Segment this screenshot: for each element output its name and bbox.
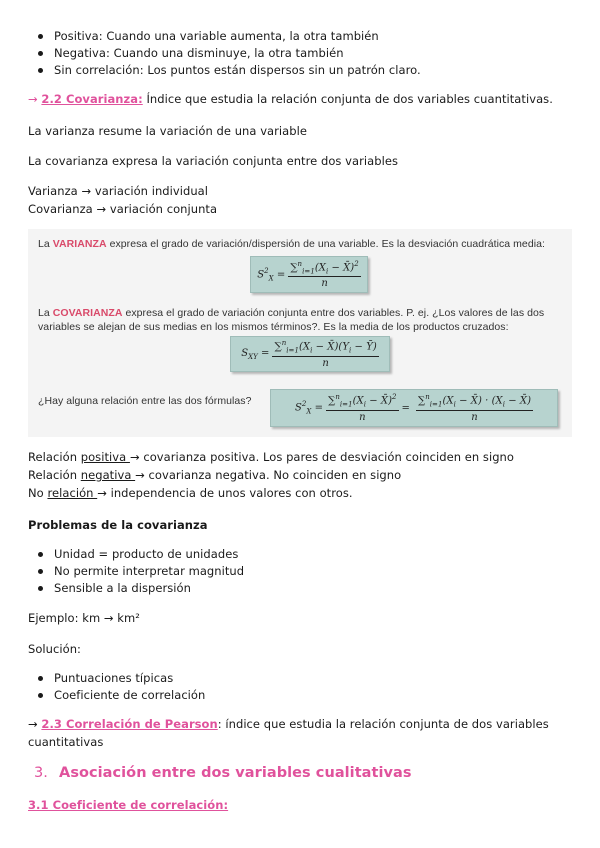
ejemplo-line: Ejemplo: km → km² xyxy=(28,611,140,625)
soluciones-list xyxy=(38,670,205,704)
slide-text: La xyxy=(38,307,53,319)
pearson-heading xyxy=(28,716,549,732)
slide-keyword: VARIANZA xyxy=(52,238,107,250)
relation-keyword: negativa xyxy=(80,468,136,482)
relation-formula: $S^2_X$ = $\frac{\sum^n_{i=1}(X_i - X̄)^2}{n}$ = $\frac{\sum^n_{i=1}(X_i - X̄) \cdot (X_i - X̄)}{n}$ xyxy=(270,389,558,427)
top-bullet-list xyxy=(38,28,421,79)
summary-label: Covarianza xyxy=(28,202,93,216)
list-item: Unidad = producto de unidades xyxy=(38,546,244,563)
arrow-icon: → xyxy=(81,184,92,198)
relation-text: No xyxy=(28,486,48,500)
summary-line-1 xyxy=(28,183,208,199)
relation-keyword: positiva xyxy=(80,450,130,464)
relation-text: covarianza negativa. No coinciden en signo xyxy=(144,468,402,482)
slide-covarianza-text xyxy=(38,307,544,320)
arrow-icon: → xyxy=(135,468,145,482)
summary-line-2 xyxy=(28,201,217,217)
covarianza-definition: Índice que estudia la relación conjunta de dos variables cuantitativas. xyxy=(146,92,553,106)
relation-text: covarianza positiva. Los pares de desviación coinciden en signo xyxy=(139,450,514,464)
relation-none xyxy=(28,485,353,501)
slide-text: expresa el grado de variación conjunta entre dos variables. P. ej. ¿Los valores de las dos xyxy=(122,307,545,319)
formula-slide-image xyxy=(28,229,572,437)
varianza-formula: $S^2_X$ = $\frac{\sum^n_{i=1}(X_i - X̄)^2}{n}$ xyxy=(250,256,368,293)
relation-text: Relación xyxy=(28,450,81,464)
relation-text: Relación xyxy=(28,468,81,482)
section-number: 3. xyxy=(34,765,48,781)
covarianza-line: La covarianza expresa la variación conjunta entre dos variables xyxy=(28,154,398,168)
problemas-title: Problemas de la covarianza xyxy=(28,518,208,532)
slide-question: ¿Hay alguna relación entre las dos fórmulas? xyxy=(38,395,252,407)
slide-keyword: COVARIANZA xyxy=(52,307,123,319)
list-item: Puntuaciones típicas xyxy=(38,670,205,687)
slide-covarianza-text-2: variables se alejan de sus medias en los mismos términos?. Es la media de los productos cruzados: xyxy=(38,321,509,333)
arrow-icon: → xyxy=(97,486,107,500)
slide-text: expresa el grado de variación/dispersión de una variable. Es la desviación cuadrática media: xyxy=(106,238,545,250)
pearson-definition: : índice que estudia la relación conjunta de dos variables xyxy=(217,717,549,731)
summary-text: variación individual xyxy=(94,184,209,198)
problemas-list xyxy=(38,546,244,597)
relation-positive xyxy=(28,449,514,465)
arrow-icon: → xyxy=(28,717,42,731)
section-title: Asociación entre dos variables cualitativas xyxy=(59,765,412,781)
list-item: Coeficiente de correlación xyxy=(38,687,205,704)
summary-text: variación conjunta xyxy=(109,202,218,216)
list-item: Positiva: Cuando una variable aumenta, la otra también xyxy=(38,28,421,45)
slide-varianza-text xyxy=(38,238,545,251)
relation-keyword: relación xyxy=(47,486,98,500)
pearson-title: 2.3 Correlación de Pearson xyxy=(41,717,218,731)
covarianza-formula: $S_{XY}$ = $\frac{\sum^n_{i=1}(X_i - X̄)(Y_i - Ȳ)}{n}$ xyxy=(230,336,390,372)
relation-text: independencia de unos valores con otros. xyxy=(106,486,353,500)
solucion-label: Solución: xyxy=(28,642,81,656)
list-item: No permite interpretar magnitud xyxy=(38,563,244,580)
subsection-3-1-heading: 3.1 Coeficiente de correlación: xyxy=(28,798,229,812)
covarianza-title: 2.2 Covarianza: xyxy=(41,92,143,106)
arrow-icon: → xyxy=(28,92,38,106)
list-item: Sensible a la dispersión xyxy=(38,580,244,597)
covarianza-heading xyxy=(28,91,553,107)
arrow-icon: → xyxy=(129,450,140,464)
relation-negative xyxy=(28,467,401,483)
summary-label: Varianza xyxy=(28,184,78,198)
pearson-definition-2: cuantitativas xyxy=(28,735,104,749)
list-item: Sin correlación: Los puntos están dispersos sin un patrón claro. xyxy=(38,62,421,79)
slide-text: La xyxy=(38,238,53,250)
varianza-line: La varianza resume la variación de una variable xyxy=(28,124,307,138)
list-item: Negativa: Cuando una disminuye, la otra también xyxy=(38,45,421,62)
section-3-heading xyxy=(34,765,412,781)
arrow-icon: → xyxy=(96,202,107,216)
